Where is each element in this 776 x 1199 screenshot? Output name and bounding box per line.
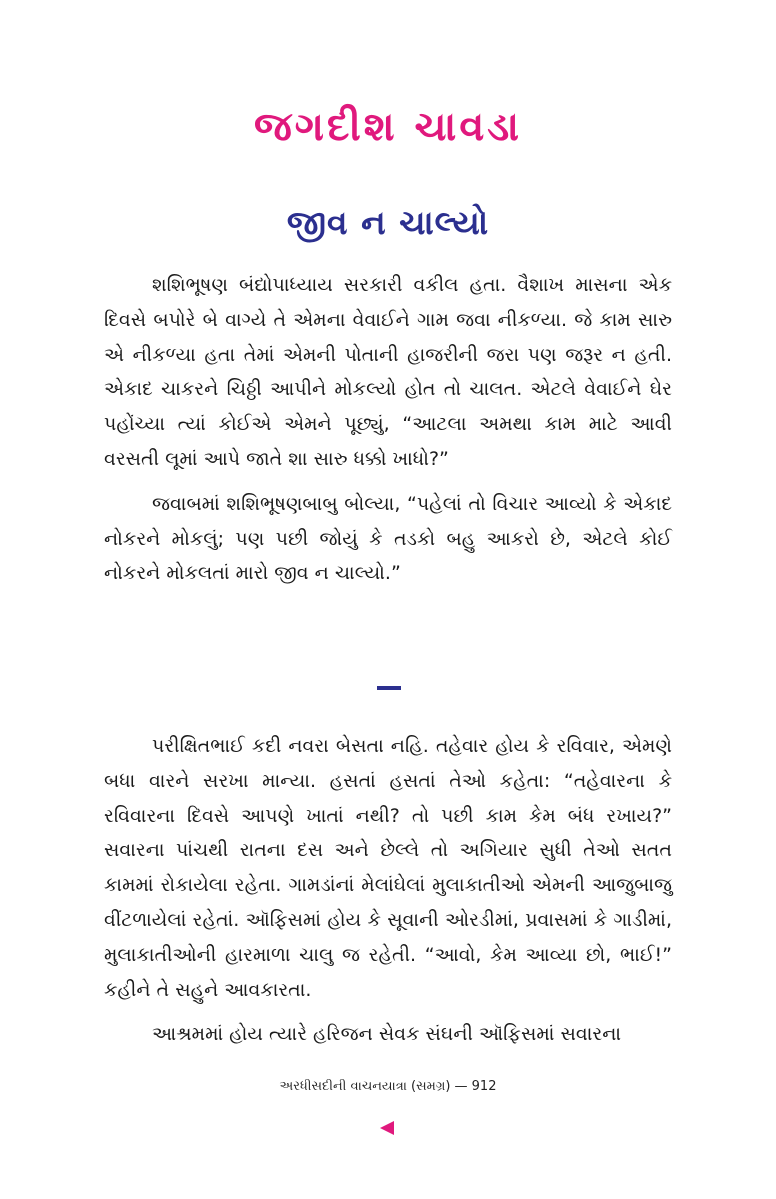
paragraph: જવાબમાં શશિભૂષણબાબુ બોલ્યા, “પહેલાં તો વિચાર આવ્યો કે એકાદ નોકરને મોકલું; પણ પછી જોયું કે તડકો બહુ આકરો છે, એટલે કોઈ નોકરને મોકલતાં મારો જીવ ન ચાલ્યો.”	[104, 492, 672, 585]
paragraph: આશ્રમમાં હોય ત્યારે હરિજન સેવક સંઘની ઑફિસમાં સવારના	[152, 1023, 621, 1046]
story-title: જીવ ન ચાલ્યો	[286, 203, 490, 242]
story-one	[104, 268, 672, 601]
paragraph: શશિભૂષણ બંદ્યોપાધ્યાય સરકારી વકીલ હતા. વૈશાખ માસના એક દિવસે બપોરે બે વાગ્યે તે એમના વેવાઈને ગામ જવા નીકળ્યા. જે કામ સારુ એ નીકળ્યા હતા તેમાં એમની પોતાની હાજરીની જરા પણ જરૂર ન હતી. એકાદ ચાકરને ચિઠ્ઠી આપીને મોકલ્યો હોત તો ચાલત. એટલે વેવાઈને ઘેર પહોંચ્યા ત્યાં કોઈએ એમને પૂછ્યું, “આટલા અમથા કામ માટે આવી વરસતી લૂમાં આપે જાતે શા સારુ ધક્કો ખાધો?”	[104, 274, 672, 470]
story-two	[104, 729, 672, 1062]
paragraph: પરીક્ષિતભાઈ કદી નવરા બેસતા નહિ. તહેવાર હોય કે રવિવાર, એમણે બધા વારને સરખા માન્યા. હસતાં હસતાં તેઓ કહેતા: “તહેવારના કે રવિવારના દિવસે આપણે ખાતાં નથી? તો પછી કામ કેમ બંધ રખાય?” સવારના પાંચથી રાતના દસ અને છેલ્લે તો અગિયાર સુધી તેઓ સતત કામમાં રોકાયેલા રહેતા. ગામડાંનાં મેલાંઘેલાં મુલાકાતીઓ એમની આજુબાજુ વીંટળાયેલાં રહેતાં. ઑફિસમાં હોય કે સૂવાની ઓરડીમાં, પ્રવાસમાં કે ગાડીમાં, મુલાકાતીઓની હારમાળા ચાલુ જ રહેતી. “આવો, કેમ આવ્યા છો, ભાઈ!” કહીને તે સહુને આવકારતા.	[104, 735, 672, 1001]
previous-page-arrow-icon[interactable]	[380, 1121, 394, 1135]
author-heading: જગદીશ ચાવડા	[253, 104, 523, 150]
section-divider	[377, 686, 401, 690]
page-footer: અરધીસદીની વાચનયાત્રા (સમગ્ર) — 912	[279, 1079, 497, 1094]
